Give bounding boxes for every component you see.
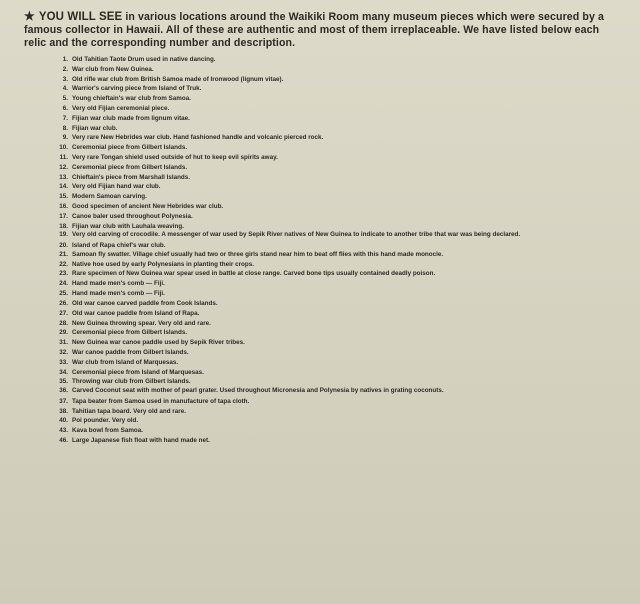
- relic-description: Very old Fijian ceremonial piece.: [72, 104, 170, 112]
- relic-item: [54, 279, 622, 289]
- relic-item: [54, 114, 622, 124]
- relic-number: 19.: [59, 231, 68, 239]
- relic-number: 27.: [59, 309, 68, 317]
- relic-item: [54, 124, 622, 134]
- relic-number: 26.: [59, 300, 68, 308]
- relic-item: [54, 348, 622, 358]
- relic-description: Ceremonial piece from Gilbert Islands.: [72, 144, 188, 152]
- relic-number: 24.: [59, 280, 68, 288]
- relic-description: Native hoe used by early Polynesians in planting their crops.: [72, 261, 254, 269]
- relic-item: [54, 231, 622, 239]
- relic-item: [54, 75, 622, 85]
- relic-item: [54, 270, 622, 278]
- relic-item: [54, 289, 622, 299]
- relic-list: [24, 55, 622, 446]
- relic-number: 17.: [59, 212, 68, 220]
- relic-number: 43.: [59, 427, 68, 435]
- relic-description: Poi pounder. Very old.: [72, 417, 139, 425]
- relic-number: 7.: [62, 114, 68, 122]
- relic-description: Very old carving of crocodile. A messenger of war used by Sepik River natives of New Guinea to indicate to another tribe that war was being declared.: [72, 231, 521, 239]
- relic-number: 33.: [59, 358, 68, 366]
- relic-description: Old rifle war club from British Samoa made of Ironwood (lignum vitae).: [72, 75, 284, 83]
- relic-item: [54, 416, 622, 426]
- relic-description: Ceremonial piece from Island of Marquesas.: [72, 368, 204, 376]
- relic-description: Fijian war club made from lignum vitae.: [72, 114, 190, 122]
- relic-number: 46.: [59, 436, 68, 444]
- relic-item: [54, 309, 622, 319]
- relic-item: [54, 153, 622, 163]
- relic-description: War canoe paddle from Gilbert Islands.: [72, 349, 189, 357]
- relic-number: 23.: [59, 269, 68, 277]
- relic-number: 36.: [59, 387, 68, 395]
- relic-description: Chieftain's piece from Marshall Islands.: [72, 173, 191, 181]
- relic-number: 29.: [59, 329, 68, 337]
- relic-description: Young chieftain's war club from Samoa.: [72, 95, 191, 103]
- relic-description: Old Tahitian Taote Drum used in native dancing.: [72, 56, 216, 63]
- relic-number: 1.: [62, 56, 68, 63]
- relic-item: [54, 387, 622, 395]
- relic-item: [54, 192, 622, 202]
- relic-item: [54, 426, 622, 436]
- intro-text: in various locations around the Waikiki Room many museum pieces which were secured by a famous collector in Hawaii. All of these are authentic and most of them irreplaceable. We have listed below each relic and the corresponding number and description.: [24, 11, 605, 49]
- relic-description: Modern Samoan carving.: [72, 193, 147, 201]
- relic-description: New Guinea war canoe paddle used by Sepik River tribes.: [72, 339, 245, 347]
- relic-item: [54, 358, 622, 368]
- relic-number: 4.: [62, 85, 68, 93]
- relic-number: 25.: [59, 290, 68, 298]
- relic-number: 21.: [59, 250, 68, 258]
- relic-number: 13.: [59, 173, 68, 181]
- relic-item: [54, 143, 622, 153]
- relic-description: Very rare Tongan shield used outside of hut to keep evil spirits away.: [72, 153, 278, 161]
- relic-description: Carved Coconut seat with mother of pearl grater. Used throughout Micronesia and Polynesia by natives in grating coconuts.: [72, 387, 444, 395]
- relic-number: 8.: [62, 124, 68, 132]
- relic-item: [54, 319, 622, 329]
- relic-number: 34.: [59, 368, 68, 376]
- relic-number: 16.: [59, 202, 68, 210]
- relic-number: 12.: [59, 163, 68, 171]
- relic-description: Ceremonial piece from Gilbert Islands.: [72, 163, 188, 171]
- relic-description: War club from New Guinea.: [72, 65, 154, 73]
- relic-number: 32.: [59, 349, 68, 357]
- relic-description: Ceremonial piece from Gilbert Islands.: [72, 329, 188, 337]
- relic-description: Very rare New Hebrides war club. Hand fashioned handle and volcanic pierced rock.: [72, 134, 324, 142]
- relic-number: 9.: [62, 134, 68, 142]
- relic-item: [54, 133, 622, 143]
- relic-description: Tapa beater from Samoa used in manufacture of tapa cloth.: [72, 397, 250, 405]
- relic-item: [54, 368, 622, 378]
- relic-description: Throwing war club from Gilbert Islands.: [72, 378, 191, 386]
- relic-item: [54, 84, 622, 94]
- relic-description: New Guinea throwing spear. Very old and rare.: [72, 319, 211, 327]
- relic-item: [54, 163, 622, 173]
- relic-description: Good specimen of ancient New Hebrides war club.: [72, 202, 224, 210]
- relic-description: Hand made men's comb — Fiji.: [72, 280, 165, 288]
- relic-description: Island of Rapa chief's war club.: [72, 241, 166, 249]
- relic-item: [54, 182, 622, 192]
- relic-number: 14.: [59, 183, 68, 191]
- relic-number: 10.: [59, 144, 68, 152]
- relic-number: 18.: [59, 222, 68, 230]
- relic-item: [54, 173, 622, 183]
- relic-item: [54, 241, 622, 251]
- relic-item: [54, 222, 622, 232]
- relic-number: 6.: [62, 104, 68, 112]
- relic-number: 31.: [59, 339, 68, 347]
- relic-item: [54, 407, 622, 417]
- relic-description: Warrior's carving piece from Island of Truk.: [72, 85, 202, 93]
- relic-description: Fijian war club.: [72, 124, 118, 132]
- relic-item: [54, 251, 622, 259]
- relic-item: [54, 212, 622, 222]
- relic-item: [54, 94, 622, 104]
- relic-number: 22.: [59, 261, 68, 269]
- relic-item: [54, 338, 622, 348]
- relic-item: [54, 202, 622, 212]
- relic-item: [54, 65, 622, 75]
- relic-description: War club from Island of Marquesas.: [72, 358, 179, 366]
- relic-description: Samoan fly swatter. Village chief usually had two or three girls stand near him to beat off flies with this hand made monocle.: [72, 250, 444, 258]
- relic-number: 35.: [59, 378, 68, 386]
- relic-number: 3.: [62, 75, 68, 83]
- relic-number: 11.: [59, 153, 68, 161]
- relic-item: [54, 397, 622, 407]
- relic-item: [54, 377, 622, 387]
- intro-lead: YOU WILL SEE: [38, 11, 123, 23]
- relic-description: Canoe baler used throughout Polynesia.: [72, 212, 193, 220]
- relic-item: [54, 299, 622, 309]
- relic-number: 15.: [59, 193, 68, 201]
- relic-number: 40.: [59, 417, 68, 425]
- relic-item: [54, 328, 622, 338]
- relic-description: Rare specimen of New Guinea war spear used in battle at close range. Carved bone tips usually contained deadly poison.: [72, 269, 436, 277]
- relic-number: 2.: [62, 65, 68, 73]
- relic-description: Hand made men's comb — Fiji.: [72, 290, 165, 298]
- relic-number: 38.: [59, 407, 68, 415]
- relic-description: Old war canoe paddle from Island of Rapa.: [72, 309, 200, 317]
- relic-description: Very old Fijian hand war club.: [72, 183, 161, 191]
- relic-number: 5.: [62, 95, 68, 103]
- relic-description: Tahitian tapa board. Very old and rare.: [72, 407, 186, 415]
- relic-item: [54, 260, 622, 270]
- relic-item: [54, 104, 622, 114]
- relic-number: 37.: [59, 397, 68, 405]
- relic-description: Fijian war club with Lauhala weaving.: [72, 222, 184, 230]
- relic-description: Kava bowl from Samoa.: [72, 427, 144, 435]
- relic-number: 20.: [59, 241, 68, 249]
- relic-description: Old war canoe carved paddle from Cook Islands.: [72, 300, 218, 308]
- relic-item: [54, 436, 622, 446]
- relic-number: 28.: [59, 319, 68, 327]
- relic-item: [54, 55, 622, 65]
- intro-paragraph: [24, 10, 622, 50]
- relic-description: Large Japanese fish float with hand made net.: [72, 436, 210, 444]
- star-icon: ★: [24, 9, 35, 23]
